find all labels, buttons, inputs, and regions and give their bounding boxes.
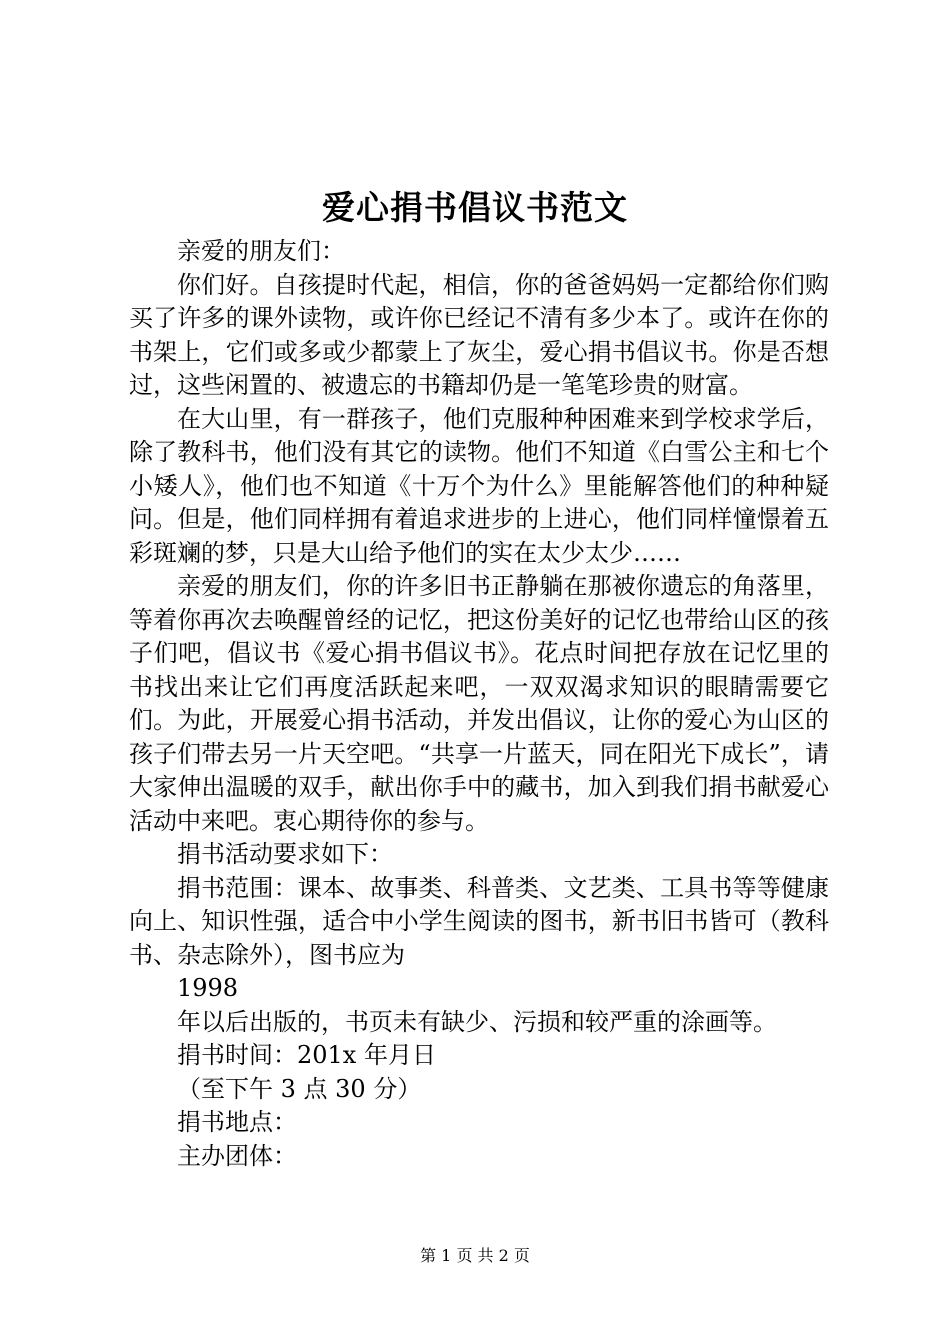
requirements-heading: 捐书活动要求如下： xyxy=(177,840,393,868)
publication-year: 1998 xyxy=(177,974,239,1002)
book-condition: 年以后出版的，书页未有缺少、污损和较严重的涂画等。 xyxy=(177,1007,777,1036)
donation-time-note: （至下午 3 点 30 分） xyxy=(177,1074,422,1103)
salutation: 亲爱的朋友们： xyxy=(177,237,345,265)
organizer: 主办团体： xyxy=(177,1141,297,1170)
document-body xyxy=(129,235,829,1173)
donation-location: 捐书地点： xyxy=(177,1108,297,1136)
document-title: 爱心捐书倡议书范文 xyxy=(322,188,628,227)
donation-time: 捐书时间：201x 年月日 xyxy=(177,1041,436,1069)
donation-scope: 捐书范围：课本、故事类、科普类、文艺类、工具书等等健康向上、知识性强，适合中小学生阅读的图书，新书旧书皆可（教科书、杂志除外），图书应为 xyxy=(129,873,829,969)
page-indicator: 第 1 页 共 2 页 xyxy=(420,1246,530,1265)
paragraph-mountain-children: 在大山里，有一群孩子，他们克服种种困难来到学校求学后，除了教科书，他们没有其它的读物。他们不知道《白雪公主和七个小矮人》，他们也不知道《十万个为什么》里能解答他们的种种疑问。但是，他们同样拥有着追求进步的上进心，他们同样憧憬着五彩斑斓的梦，只是大山给予他们的实在太少太少…… xyxy=(129,404,829,567)
paragraph-appeal: 亲爱的朋友们，你的许多旧书正静躺在那被你遗忘的角落里，等着你再次去唤醒曾经的记忆，把这份美好的记忆也带给山区的孩子们吧，倡议书《爱心捐书倡议书》。花点时间把存放在记忆里的书找出来让它们再度活跃起来吧，一双双渴求知识的眼睛需要它们。为此，开展爱心捐书活动，并发出倡议，让你的爱心为山区的孩子们带去另一片天空吧。“共享一片蓝天，同在阳光下成长”，请大家伸出温暖的双手，献出你手中的藏书，加入到我们捐书献爱心活动中来吧。衷心期待你的参与。 xyxy=(129,572,829,835)
paragraph-greeting: 你们好。自孩提时代起，相信，你的爸爸妈妈一定都给你们购买了许多的课外读物，或许你已经记不清有多少本了。或许在你的书架上，它们或多或少都蒙上了灰尘，爱心捐书倡议书。你是否想过，这些闲置的、被遗忘的书籍却仍是一笔笔珍贵的财富。 xyxy=(129,270,829,399)
